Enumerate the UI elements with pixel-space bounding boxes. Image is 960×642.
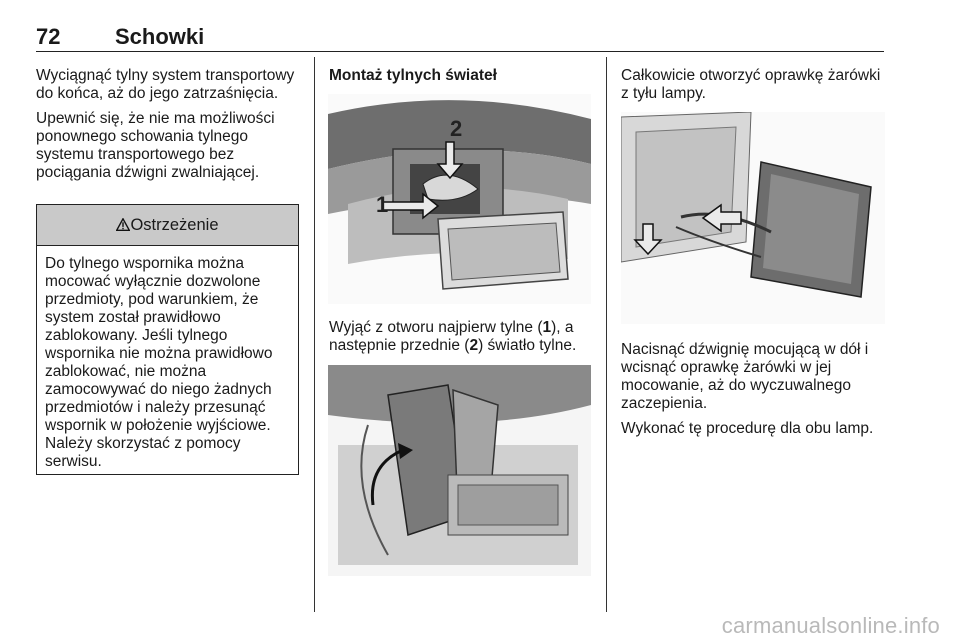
page-number: 72 — [36, 24, 61, 49]
instruction-paragraph-5: Wykonać tę procedurę dla obu lamp. — [621, 420, 874, 437]
figure-callout-1: 1 — [376, 192, 389, 217]
page-header — [36, 24, 884, 50]
column-1 — [36, 67, 302, 189]
figure-bulb-holder — [621, 112, 885, 324]
figure-caption — [329, 319, 591, 355]
warning-box — [36, 204, 299, 475]
column-divider-1 — [314, 57, 315, 612]
warning-text: Do tylnego wspornika można mocować wyłącznie dozwolone przedmioty, pod warunkiem, że system został prawidłowo zablokowany. Jeśli tylnego wspornika nie można prawidłowo zablokować, nie można zamocowywać do niego żadnych przedmiotów i należy przesunąć wspornik w położenie wyjściowe. Należy skorzystać z pomocy serwisu. — [45, 255, 273, 470]
instruction-paragraph-4: Nacisnąć dźwignię mocującą w dół i wcisnąć oprawkę żarówki w jej mocowanie, aż do wyczuwalnego zaczepienia. — [621, 341, 869, 412]
caption-ref-2: 2 — [469, 337, 479, 354]
watermark: carmanualsonline.info — [721, 613, 940, 638]
figure-callout-2: 2 — [450, 116, 463, 141]
figure-taillight-removal — [328, 94, 591, 304]
warning-header — [37, 205, 298, 246]
instruction-paragraph-2: Upewnić się, że nie ma możliwości ponownego schowania tylnego systemu transportowego bez pociągania dźwigni zwalniającej. — [36, 110, 275, 181]
header-rule — [36, 51, 884, 52]
warning-triangle-icon — [116, 218, 130, 231]
column-3-bottom — [621, 341, 885, 445]
section-heading — [329, 67, 591, 85]
caption-part-2: ), a następnie przednie ( — [329, 319, 574, 354]
caption-part-1: Wyjąć z otworu najpierw tylne ( — [329, 319, 543, 336]
instruction-paragraph-1: Wyciągnąć tylny system transportowy do końca, aż do jego zatrzaśnięcia. — [36, 67, 295, 102]
figure-taillight-disassembly — [328, 365, 591, 576]
caption-ref-1: 1 — [542, 319, 552, 336]
instruction-paragraph-3: Całkowicie otworzyć oprawkę żarówki z tyłu lampy. — [621, 67, 881, 102]
page-title: Schowki — [115, 24, 205, 49]
warning-title: Ostrzeżenie — [130, 216, 219, 234]
section-heading-text: Montaż tylnych świateł — [329, 67, 497, 84]
column-3-top — [621, 67, 885, 110]
column-divider-2 — [606, 57, 607, 612]
caption-part-3: ) światło tylne. — [478, 337, 577, 354]
